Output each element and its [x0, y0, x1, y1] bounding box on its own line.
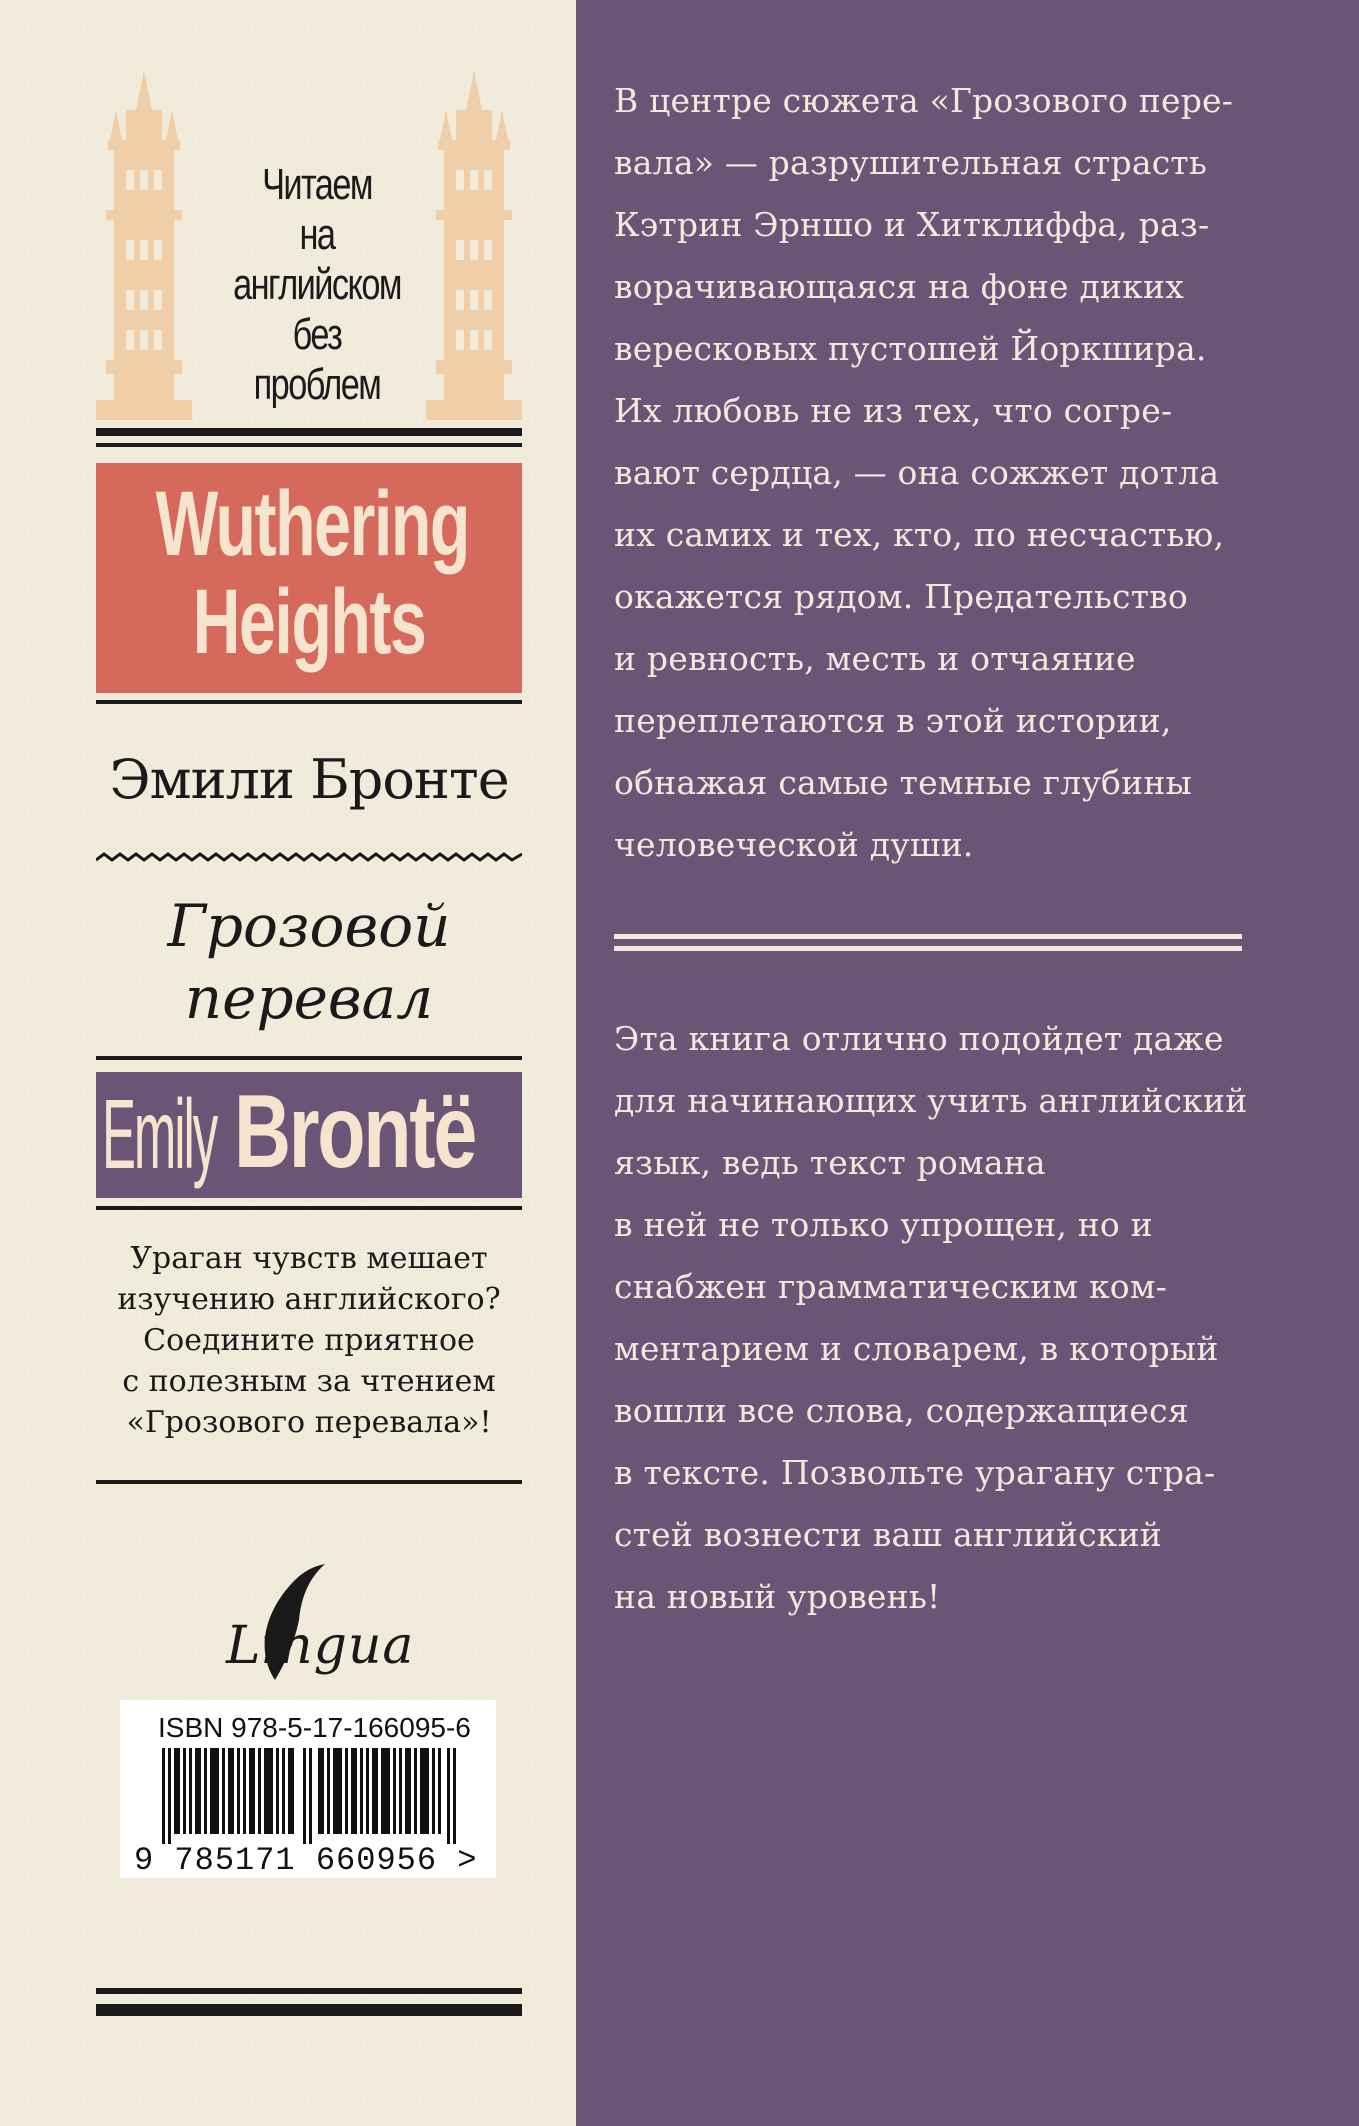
left-panel: [0, 0, 576, 2126]
description-line: в тексте. Позвольте урагану стра-: [614, 1453, 1216, 1492]
barcode-digits: 9 785171 660956 >: [134, 1842, 478, 1879]
description-line: вересковых пустошей Йоркшира.: [614, 329, 1207, 368]
isbn-text: ISBN 978-5-17-166095-6: [158, 1712, 471, 1743]
divider: [96, 1988, 522, 1994]
english-author-block: [96, 1072, 522, 1198]
title-russian-line: Грозовой: [167, 892, 451, 960]
series-title: [212, 160, 423, 410]
teaser-line: «Грозового перевала»!: [126, 1405, 492, 1440]
divider: [96, 1206, 522, 1210]
divider: [96, 1480, 522, 1484]
divider: [614, 934, 1242, 939]
description-line: вают сердца, — она сожжет дотла: [614, 453, 1220, 492]
description-line: вошли все слова, содержащиеся: [614, 1391, 1189, 1430]
description-line: ворачивающаяся на фоне диких: [614, 267, 1185, 306]
series-title-line: Читаем: [262, 160, 372, 209]
description-line: человеческой души.: [614, 825, 974, 864]
series-title-line: на английском: [233, 210, 401, 309]
barcode: [120, 1700, 496, 1878]
description-line: снабжен грамматическим ком-: [614, 1267, 1168, 1306]
description-line: на новый уровень!: [614, 1577, 941, 1616]
description-line: обнажая самые темные глубины: [614, 763, 1192, 802]
teaser-line: Соедините приятное: [143, 1323, 475, 1358]
divider: [614, 946, 1242, 951]
description-line: вала» — разрушительная страсть: [614, 143, 1208, 182]
barcode-bars: [162, 1748, 456, 1844]
author-name-russian: Эмили Бронте: [109, 748, 509, 811]
author-last-name: Brontë: [234, 1074, 476, 1190]
description-line: переплетаются в этой истории,: [614, 701, 1172, 740]
description-line: Кэтрин Эрншо и Хитклиффа, раз-: [614, 205, 1210, 244]
description-line: язык, ведь текст романа: [614, 1143, 1046, 1182]
english-title-line: Wuthering: [155, 473, 469, 575]
english-title-line: Heights: [192, 571, 426, 673]
divider: [96, 443, 522, 447]
description-line: для начинающих учить английский: [614, 1081, 1248, 1120]
title-russian-line: перевал: [184, 964, 434, 1032]
description-paragraph-2: [614, 1008, 1254, 1628]
teaser-text: [96, 1238, 522, 1443]
teaser-line: изучению английского?: [117, 1282, 501, 1317]
description-line: ментарием и словарем, в который: [614, 1329, 1219, 1368]
description-line: Эта книга отлично подойдет даже: [614, 1019, 1224, 1058]
teaser-line: Ураган чувств мешает: [130, 1241, 488, 1276]
divider: [96, 1056, 522, 1060]
title-russian: [96, 890, 522, 1034]
author-first-name: Emily: [102, 1079, 217, 1189]
description-line: Их любовь не из тех, что согре-: [614, 391, 1173, 430]
divider: [96, 2004, 522, 2016]
series-title-line: без: [292, 310, 342, 359]
description-line: и ревность, месть и отчаяние: [614, 639, 1136, 678]
description-paragraph-1: [614, 70, 1254, 876]
description-line: окажется рядом. Предательство: [614, 577, 1189, 616]
english-title-block: [96, 463, 522, 693]
description-line: их самих и тех, кто, по несчастью,: [614, 515, 1225, 554]
description-line: в ней не только упрощен, но и: [614, 1205, 1153, 1244]
teaser-line: с полезным за чтением: [122, 1364, 496, 1399]
description-line: В центре сюжета «Грозового пере-: [614, 81, 1234, 120]
wavy-divider: [96, 850, 522, 870]
tower-right-illustration: [426, 70, 522, 420]
divider: [96, 428, 522, 436]
divider: [96, 700, 522, 704]
series-title-line: проблем: [253, 360, 381, 409]
english-title: [155, 463, 469, 673]
description-line: стей вознести ваш английский: [614, 1515, 1162, 1554]
publisher-logo-text: Lingua: [226, 1616, 415, 1676]
tower-left-illustration: [96, 70, 192, 420]
